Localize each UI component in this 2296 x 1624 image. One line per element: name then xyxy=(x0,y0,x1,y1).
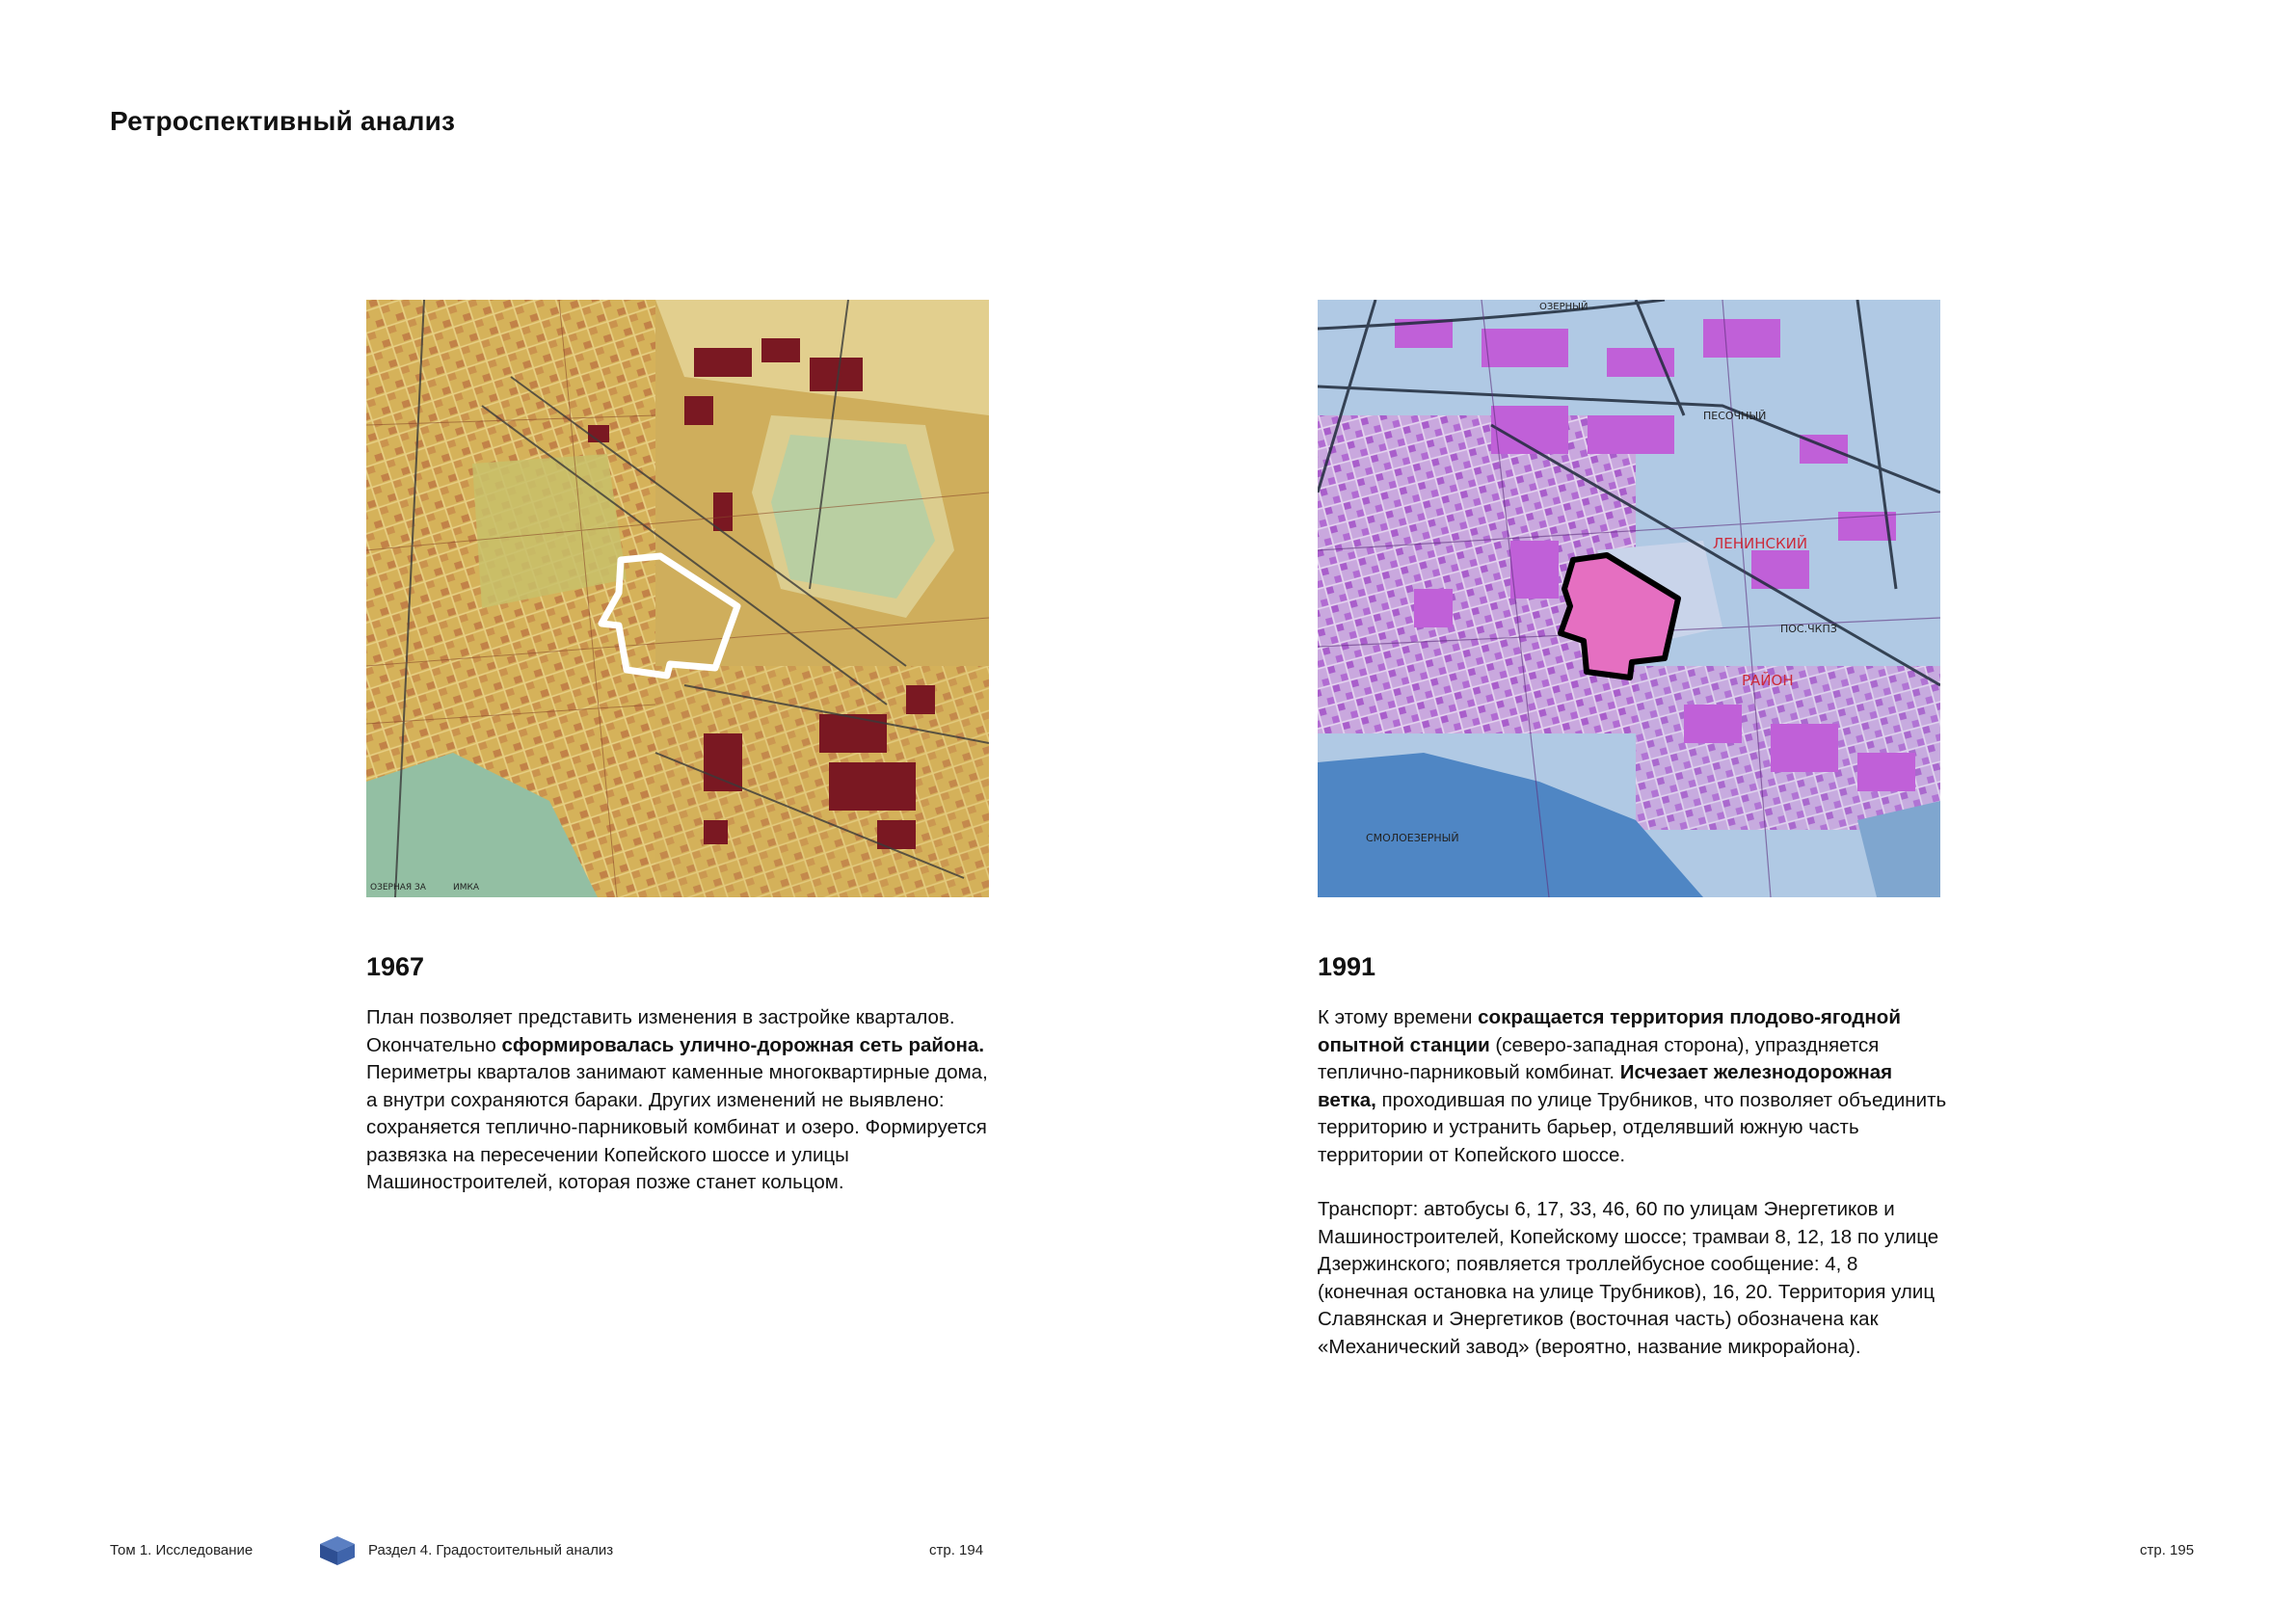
year-1967: 1967 xyxy=(366,952,425,981)
footer-page-right: стр. 195 xyxy=(2140,1542,2195,1558)
paragraph xyxy=(1318,1196,1954,1361)
map-1967-label-lake: ОЗЕРНАЯ ЗА xyxy=(370,883,426,892)
map-1991-label-lake: СМОЛОЕЗЕРНЫЙ xyxy=(1366,832,1459,844)
text-run: План позволяет представить изменения в застройке кварталов. Окончательно xyxy=(366,1006,955,1056)
paragraph xyxy=(366,1004,1002,1197)
footer-page-left: стр. 194 xyxy=(929,1542,984,1558)
page-title: Ретроспективный анализ xyxy=(110,106,456,136)
bold-text: сокращается территория плодово-ягодной опытной станции xyxy=(1318,1006,1901,1056)
map-1991-label-settlement: ПЕСОЧНЫЙ xyxy=(1703,410,1767,422)
map-1991-label-district-1: ЛЕНИНСКИЙ xyxy=(1713,535,1808,552)
text-run: проходившая по улице Трубников, что позволяет объединить территорию и устранить барьер, отделявший южную часть территории от Копейского шоссе. xyxy=(1318,1088,1947,1166)
footer-section: Раздел 4. Градостоительный анализ xyxy=(368,1542,614,1558)
text-run: К этому времени xyxy=(1318,1006,1479,1028)
year-1991: 1991 xyxy=(1318,952,1376,981)
text-1991 xyxy=(1318,1004,1954,1388)
footer-volume: Том 1. Исследование xyxy=(110,1542,254,1558)
map-1991-label-top: ОЗЕРНЫЙ xyxy=(1539,302,1589,312)
text-run: Периметры кварталов занимают каменные многоквартирные дома, а внутри сохраняются бараки. Других изменений не выявлено: сохраняется теплично-парниковый комбинат и озеро. Формируется развязка на пересечении Копейского шоссе и улицы Машиностроителей, которая позже станет кольцом. xyxy=(366,1061,988,1193)
map-1991 xyxy=(1318,300,1940,897)
text-1967 xyxy=(366,1004,1002,1224)
text-run: (северо-западная сторона), упраздняется теплично-парниковый комбинат. xyxy=(1318,1033,1880,1083)
map-1967 xyxy=(366,300,989,897)
map-1967-label-lake-2: ИМКА xyxy=(453,883,480,892)
map-1991-label-poselok: ПОС.ЧКПЗ xyxy=(1780,623,1837,635)
cube-logo-icon xyxy=(318,1534,357,1567)
text-run: Транспорт: автобусы 6, 17, 33, 46, 60 по улицам Энергетиков и Машиностроителей, Копейскому шоссе; трамваи 8, 12, 18 по улице Дзержинского; появляется троллейбусное сообщение: 4, 8 (конечная остановка на улице Трубников), 16, 20. Территория улиц Славянская и Энергетиков (восточная часть) обозначена как «Механический завод» (вероятно, название микрорайона). xyxy=(1318,1198,1939,1358)
bold-text: Исчезает железнодорожная ветка, xyxy=(1318,1061,1893,1111)
paragraph xyxy=(1318,1004,1954,1169)
map-1991-label-district-2: РАЙОН xyxy=(1742,672,1794,689)
bold-text: сформировалась улично-дорожная сеть района. xyxy=(501,1033,985,1056)
